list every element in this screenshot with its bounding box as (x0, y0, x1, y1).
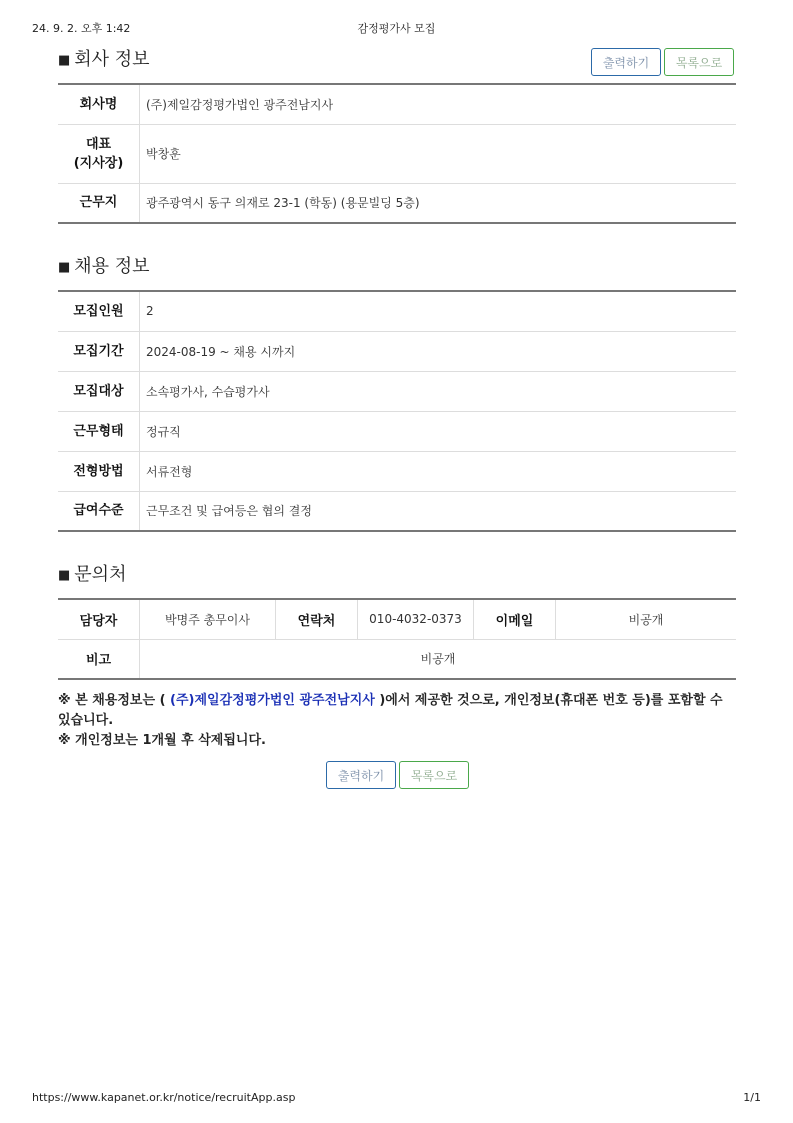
table-row (58, 491, 736, 531)
company-info-table (58, 83, 736, 224)
print-footer (32, 1091, 761, 1107)
table-row (58, 451, 736, 491)
contact-section-title: ■ 문의처 (58, 564, 127, 585)
print-header (32, 20, 761, 36)
list-button-top[interactable]: 목록으로 (664, 48, 734, 76)
phone-value: 010-4032-0373 (358, 599, 474, 639)
table-row (58, 599, 736, 639)
salary-value: 근무조건 및 급여등은 협의 결정 (146, 504, 312, 519)
employment-type-label: 근무형태 (58, 411, 140, 451)
company-section-title: ■ 회사 정보 (58, 49, 150, 70)
phone-label: 연락처 (276, 599, 358, 639)
table-row (58, 291, 736, 331)
remark-label: 비고 (58, 639, 140, 679)
target-value: 소속평가사, 수습평가사 (140, 371, 737, 411)
notice-line-2: ※ 개인정보는 1개월 후 삭제됩니다. (58, 733, 266, 748)
table-row (58, 124, 736, 183)
salary-label: 급여수준 (58, 491, 140, 531)
contact-table (58, 598, 736, 680)
workplace-label: 근무지 (58, 183, 140, 223)
print-url: https://www.kapanet.or.kr/notice/recruitApp.asp (32, 1091, 296, 1104)
square-bullet-icon: ■ (58, 568, 71, 583)
table-row (58, 331, 736, 371)
email-label: 이메일 (474, 599, 556, 639)
table-row (58, 411, 736, 451)
table-row (58, 183, 736, 223)
print-page-title: 감정평가사 모집 (357, 22, 436, 35)
print-button-bottom[interactable]: 출력하기 (326, 761, 396, 789)
recruit-section-title: ■ 채용 정보 (58, 256, 150, 277)
notice-line-1: ※ 본 채용정보는 ( (주)제일감정평가법인 광주전남지사 )에서 제공한 것으로, 개인정보(휴대폰 번호 등)를 포함할 수 있습니다. (58, 693, 723, 728)
manager-label: 담당자 (58, 599, 140, 639)
square-bullet-icon: ■ (58, 260, 71, 275)
period-label: 모집기간 (58, 331, 140, 371)
notice-company-name: (주)제일감정평가법인 광주전남지사 (170, 693, 375, 708)
headcount-value: 2 (140, 291, 737, 331)
list-button-bottom[interactable]: 목록으로 (399, 761, 469, 789)
employment-type-value: 정규직 (140, 411, 737, 451)
manager-value: 박명주 총무이사 (140, 599, 276, 639)
company-name-value: (주)제일감정평가법인 광주전남지사 (140, 84, 737, 124)
workplace-value: 광주광역시 동구 의재로 23-1 (학동) (용문빌딩 5층) (146, 196, 420, 211)
target-label: 모집대상 (58, 371, 140, 411)
print-page-count: 1/1 (743, 1091, 761, 1104)
screening-value: 서류전형 (140, 451, 737, 491)
period-value: 2024-08-19 ~ 채용 시까지 (140, 331, 737, 371)
privacy-notice (58, 691, 736, 751)
representative-value: 박창훈 (140, 124, 737, 183)
table-row (58, 371, 736, 411)
remark-value: 비공개 (420, 652, 456, 667)
square-bullet-icon: ■ (58, 53, 71, 68)
recruit-info-table (58, 290, 736, 532)
screening-label: 전형방법 (58, 451, 140, 491)
table-row (58, 84, 736, 124)
company-name-label: 회사명 (58, 84, 140, 124)
headcount-label: 모집인원 (58, 291, 140, 331)
print-datetime: 24. 9. 2. 오후 1:42 (32, 22, 131, 35)
print-button-top[interactable]: 출력하기 (591, 48, 661, 76)
table-row (58, 639, 736, 679)
representative-label: 대표 (지사장) (58, 124, 140, 183)
email-value: 비공개 (556, 599, 737, 639)
